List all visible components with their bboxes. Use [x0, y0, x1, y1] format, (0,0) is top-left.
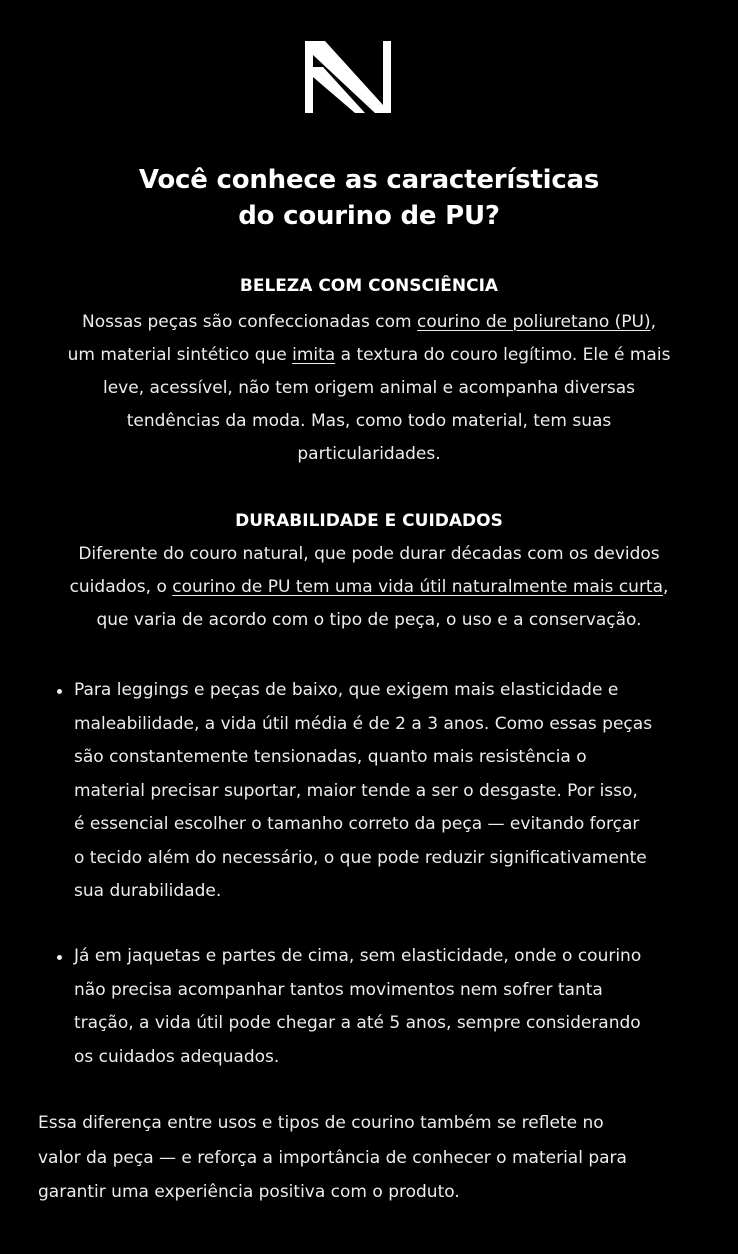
list-item-line: Para leggings e peças de baixo, que exigem mais elasticidade e	[74, 680, 619, 700]
list-item-text	[74, 674, 717, 909]
underlined-text: imita	[292, 345, 336, 365]
list-item-line: é essencial escolher o tamanho correto da peça — evitando forçar	[74, 814, 640, 834]
list-item	[57, 674, 717, 909]
paragraph-line: Diferente do couro natural, que pode durar décadas com os devidos	[78, 544, 660, 564]
text-fragment: ,	[663, 577, 669, 597]
text-fragment: Nossas peças são confeccionadas com	[81, 312, 418, 332]
section-paragraph-durabilidade	[30, 538, 708, 637]
list-item-line: sua durabilidade.	[74, 881, 222, 901]
list-item-line: tração, a vida útil pode chegar a até 5 anos, sempre considerando	[74, 1013, 641, 1033]
paragraph-line	[30, 306, 708, 339]
section-heading-durabilidade: DURABILIDADE E CUIDADOS	[235, 511, 503, 531]
paragraph-line	[30, 339, 708, 372]
paragraph-line: leve, acessível, não tem origem animal e acompanha diversas	[103, 378, 635, 398]
underlined-text: courino de PU tem uma vida útil naturalmente mais curta	[172, 577, 664, 597]
closing-paragraph	[38, 1106, 718, 1210]
list-item-text	[74, 940, 717, 1074]
list-item	[57, 940, 717, 1074]
list-item-line: material precisar suportar, maior tende a ser o desgaste. Por isso,	[74, 780, 638, 801]
list-item-line: não precisa acompanhar tantos movimentos nem sofrer tanta	[74, 979, 603, 1000]
paragraph-line	[30, 571, 708, 604]
section-heading-beleza: BELEZA COM CONSCIÊNCIA	[239, 276, 499, 296]
brand-n-logo-icon	[305, 41, 391, 113]
text-fragment: um material sintético que	[67, 345, 293, 365]
bullet-icon	[57, 955, 62, 960]
page-title-line-1: Você conhece as características	[138, 165, 600, 195]
list-item-line: são constantemente tensionadas, quanto mais resistência o	[74, 747, 587, 767]
underlined-text: courino de poliuretano (PU)	[417, 312, 651, 332]
paragraph-line: que varia de acordo com o tipo de peça, o uso e a conservação.	[96, 610, 642, 630]
paragraph-line: valor da peça — e reforça a importância de conhecer o material para	[38, 1147, 627, 1168]
paragraph-line: tendências da moda. Mas, como todo material, tem suas	[126, 411, 612, 431]
list-item-line: maleabilidade, a vida útil média é de 2 a 3 anos. Como essas peças	[74, 713, 653, 734]
text-fragment: cuidados, o	[69, 577, 173, 597]
list-item-line: o tecido além do necessário, o que pode reduzir significativamente	[74, 847, 647, 868]
bullet-icon	[57, 689, 62, 694]
page-title	[0, 162, 738, 234]
list-item-line: os cuidados adequados.	[74, 1046, 280, 1067]
paragraph-line: Essa diferença entre usos e tipos de courino também se reflete no	[38, 1113, 604, 1133]
paragraph-line: garantir uma experiência positiva com o produto.	[38, 1182, 460, 1202]
text-fragment: a textura do couro legítimo. Ele é mais	[335, 345, 671, 365]
section-paragraph-beleza	[30, 306, 708, 471]
paragraph-line: particularidades.	[297, 444, 441, 464]
list-item-line: Já em jaquetas e partes de cima, sem elasticidade, onde o courino	[74, 946, 642, 966]
text-fragment: ,	[650, 312, 656, 332]
page-title-line-2: do courino de PU?	[238, 201, 500, 231]
